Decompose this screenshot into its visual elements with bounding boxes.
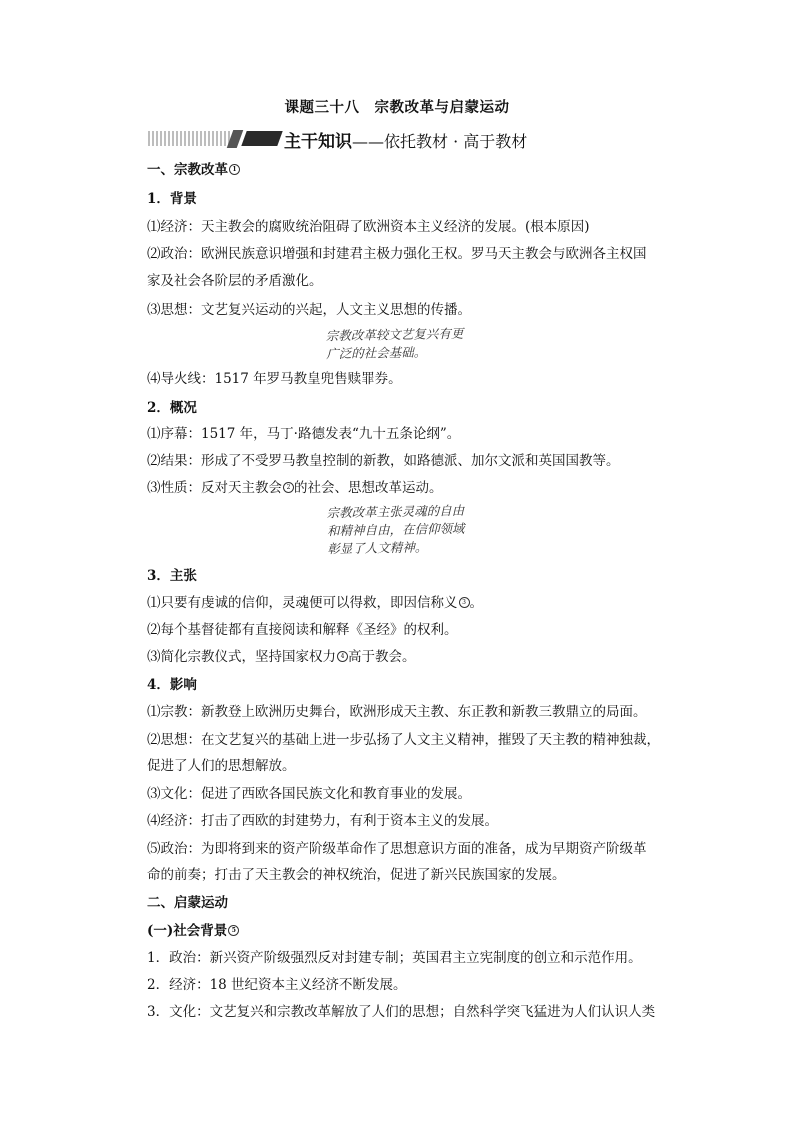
section2-subheading-text: (一)社会背景: [147, 923, 228, 939]
claims-heading: 3．主张: [147, 568, 197, 584]
claims-ritual-text: ⑶简化宗教仪式，坚持国家权力: [147, 649, 336, 665]
impact-politics-line1: ⑸政治：为即将到来的资产阶级革命作了思想意识方面的准备，成为早期资产阶级革: [147, 841, 647, 857]
background-politics-line2: 家及社会各阶层的矛盾激化。: [147, 273, 323, 289]
handwritten-note-2-line1: 宗教改革主张灵魂的自由: [326, 502, 465, 521]
page-title: 课题三十八 宗教改革与启蒙运动: [284, 99, 510, 116]
impact-economy: ⑷经济：打击了西欧的封建势力，有利于资本主义的发展。: [147, 813, 498, 829]
background-fuse: ⑷导火线：1517 年罗马教皇兜售赎罪券。: [147, 371, 402, 387]
claims-bible: ⑵每个基督徒都有直接阅读和解释《圣经》的权利。: [147, 622, 458, 638]
banner-main: 主干知识: [284, 132, 352, 152]
claims-faith: [147, 594, 483, 612]
section1-heading: [147, 161, 240, 179]
handwritten-note-1-line2: 广泛的社会基础。: [326, 344, 427, 362]
note-mark-icon: 5: [228, 925, 239, 936]
section2-politics: 1．政治：新兴资产阶级强烈反对封建专制；英国君主立宪制度的创立和示范作用。: [147, 950, 642, 966]
section1-heading-text: 一、宗教改革: [147, 162, 228, 178]
note-mark-icon: 4: [337, 651, 348, 662]
overview-heading: 2．概况: [147, 400, 197, 416]
impact-thought-line1: ⑵思想：在文艺复兴的基础上进一步弘扬了人文主义精神，摧毁了天主教的精神独裁，: [147, 732, 660, 748]
section2-subheading: [147, 922, 239, 940]
note-mark-icon: 1: [229, 164, 240, 175]
impact-politics-line2: 命的前奏；打击了天主教会的神权统治，促进了新兴民族国家的发展。: [147, 867, 566, 883]
background-economy: ⑴经济：天主教会的腐败统治阻碍了欧洲资本主义经济的发展。(根本原因): [147, 219, 590, 235]
section2-heading: 二、启蒙运动: [147, 895, 228, 911]
impact-culture: ⑶文化：促进了西欧各国民族文化和教育事业的发展。: [147, 786, 471, 802]
banner-bar: [241, 131, 282, 146]
claims-ritual-end: 高于教会。: [348, 649, 416, 665]
impact-thought-line2: 促进了人们的思想解放。: [147, 758, 296, 774]
overview-result: ⑵结果：形成了不受罗马教皇控制的新教，如路德派、加尔文派和英国国教等。: [147, 453, 620, 469]
note-mark-icon: 3: [459, 597, 470, 608]
claims-faith-end: 。: [469, 595, 483, 611]
background-thought: ⑶思想：文艺复兴运动的兴起，人文主义思想的传播。: [147, 302, 471, 318]
overview-prelude: ⑴序幕：1517 年，马丁·路德发表“九十五条论纲”。: [147, 426, 461, 442]
handwritten-note-2-line3: 彰显了人文精神。: [327, 539, 428, 557]
background-politics-line1: ⑵政治：欧洲民族意识增强和封建君主极力强化王权。罗马天主教会与欧洲各主权国: [147, 246, 647, 262]
overview-nature: [147, 479, 443, 497]
section2-economy: 2．经济：18 世纪资本主义经济不断发展。: [147, 977, 407, 993]
banner-text: [284, 127, 527, 152]
section-banner: [148, 128, 568, 150]
overview-nature-end: 的社会、思想改革运动。: [294, 480, 443, 496]
claims-ritual: [147, 648, 416, 666]
handwritten-note-1-line1: 宗教改革较文艺复兴有更: [325, 325, 464, 344]
banner-stripes: [148, 131, 232, 146]
impact-religion: ⑴宗教：新教登上欧洲历史舞台，欧洲形成天主教、东正教和新教三教鼎立的局面。: [147, 704, 647, 720]
background-heading: 1．背景: [147, 191, 197, 207]
claims-faith-text: ⑴只要有虔诚的信仰，灵魂便可以得救，即因信称义: [147, 595, 458, 611]
banner-sub: ——依托教材 · 高于教材: [352, 132, 528, 151]
overview-nature-text: ⑶性质：反对天主教会: [147, 480, 282, 496]
note-mark-icon: 2: [283, 482, 294, 493]
handwritten-note-1: [326, 325, 464, 363]
section2-culture: 3．文化：文艺复兴和宗教改革解放了人们的思想；自然科学突飞猛进为人们认识人类: [147, 1004, 656, 1020]
handwritten-note-2: [327, 502, 465, 558]
impact-heading: 4．影响: [147, 677, 197, 693]
handwritten-note-2-line2: 和精神自由，在信仰领域: [326, 520, 465, 539]
